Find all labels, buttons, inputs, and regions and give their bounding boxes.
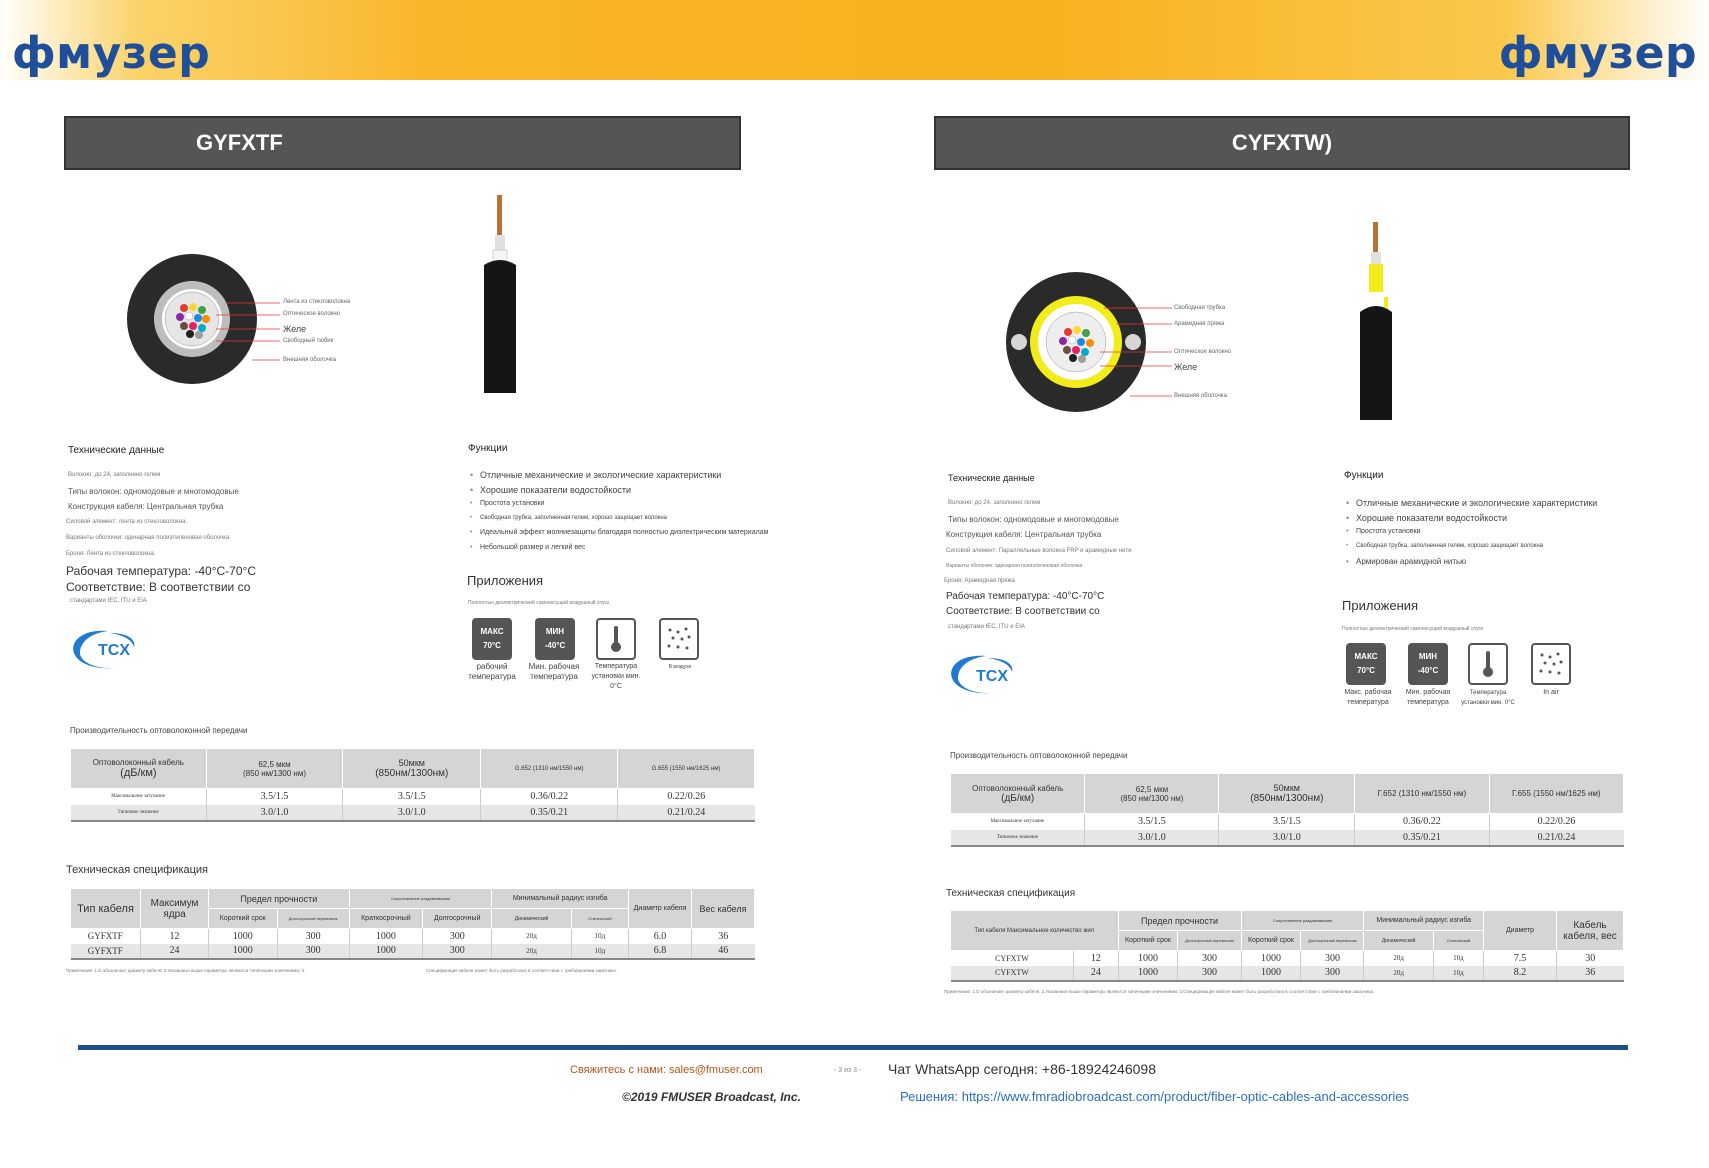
tech-line-left: стандартами IEC, ITU и EIA (70, 598, 147, 604)
app-label: В воздухе (668, 664, 692, 670)
table-row: Максимальное затухание 3.5/1.5 3.5/1.5 0.36/0.22 0.22/0.26 (71, 789, 755, 805)
spec-table-left: Тип кабеля Максимум ядра Предел прочности Сопротивление раздавливанию Минимальный радиус изгиба Диаметр кабеля Вес кабеля Короткий срок Долгосрочный перевозчик Краткосрочный Долгосрочный Динамический Статический GYFXTF 12 1000 300 1000 300 20д 10д 6.0 36 GYFXTF 24 1000 300 1000 300 20д 10д 6.8 46 (70, 888, 755, 960)
func-item: • Небольшой размер и легкий вес (470, 544, 768, 551)
func-list-left (470, 470, 768, 556)
callout-4-left: Свободный тюбик (283, 338, 334, 344)
table-row: CYFXTW 24 1000 300 1000 300 20д 10д 8.2 36 (951, 966, 1624, 981)
func-list-right (1346, 498, 1597, 571)
thermometer-icon (1468, 643, 1508, 685)
whatsapp-label: Чат WhatsApp сегодня: (888, 1061, 1039, 1077)
table-row: Типичное значение 3.0/1.0 3.0/1.0 0.35/0.21 0.21/0.24 (71, 805, 755, 821)
app-heading-left: Приложения (467, 573, 544, 588)
table-row: CYFXTW 12 1000 300 1000 300 20д 10д 7.5 30 (951, 951, 1624, 966)
tech-heading-left: Технические данные (68, 445, 165, 456)
callout-3-right: Оптическое волокно (1174, 349, 1232, 355)
app-heading-right: Приложения (1342, 598, 1419, 613)
app-sub-left: Полностью диэлектрический самонесущий воздушный спуск (468, 600, 610, 606)
tech-line-left: Броня: Лента из стекловолокна. (66, 551, 156, 557)
table-row: GYFXTF 24 1000 300 1000 300 20д 10д 6.8 46 (71, 944, 755, 959)
func-item: • Хорошие показатели водостойкости (470, 485, 768, 495)
tech-line-left: Соответствие: В соответствии со (66, 580, 251, 594)
spec-table-right: Тип кабеля Максимальное количество жил Предел прочности Сопротивление раздавливанию Минимальный радиус изгиба Диаметр Кабель кабеля, вес Короткий срок Долгосрочный перевозчик Короткий срок Долгосрочный перевозчик Динамический Статический CYFXTW 12 1000 300 1000 300 20д 10д 7.5 30 CYFXTW 24 1000 300 1000 300 20д 10д 8.2 36 (950, 910, 1624, 982)
tech-line-right: стандартами IEC, ITU и EIA (948, 624, 1025, 630)
tech-line-left: Варианты оболочки: одинарная полиэтиленовая оболочка (66, 535, 230, 541)
in-air-icon (659, 618, 699, 660)
brand-logo-right[interactable]: фмузер (1498, 28, 1697, 79)
spec-note-left-2: Спецификация кабеля может быть разработана в соответствии с требованиями заказчика. (426, 968, 618, 973)
footer-divider (78, 1045, 1628, 1050)
min-temp-icon: МИН -40°C (1408, 643, 1448, 685)
tcx-logo-text-left: TCX (98, 642, 130, 659)
tech-line-left: Конструкция кабеля: Центральная трубка (68, 502, 224, 511)
app-label: Температура установки мин. 0°C (591, 663, 641, 690)
app-label: Температура установки мин. 0°C (1461, 690, 1515, 706)
app-label: Мин. рабочая температура (528, 662, 580, 681)
whatsapp-number-link[interactable]: +86-18924246098 (1041, 1061, 1156, 1077)
table-row: Максимальное затухание 3.5/1.5 3.5/1.5 0.36/0.22 0.22/0.26 (951, 814, 1624, 830)
tech-line-left: Типы волокон: одномодовые и многомодовые (68, 487, 239, 496)
app-label: In air (1543, 689, 1559, 696)
callout-2-left: Оптическое волокно (283, 311, 341, 317)
callout-1-left: Лента из стекловолокна (283, 299, 351, 305)
solutions-line (900, 1089, 1409, 1104)
product-title-right: CYFXTW) (934, 116, 1630, 170)
tech-line-left: Волокно: до 24, заполнено гелем (68, 472, 161, 478)
copyright: ©2019 FMUSER Broadcast, Inc. (622, 1090, 801, 1104)
solutions-url-link[interactable]: https://www.fmradiobroadcast.com/product/fiber-optic-cables-and-accessories (961, 1089, 1409, 1104)
callout-3-left: Желе (283, 324, 307, 334)
table-row: GYFXTF 12 1000 300 1000 300 20д 10д 6.0 36 (71, 929, 755, 944)
spec-note-right: Примечание: 1.D обозначает диаметр кабеля; 2.Указанные выше параметры являются типичными значениями; 3.Спецификация кабеля может быть разработана в соответствии с требованиями заказчика. (944, 989, 1375, 994)
func-item: • Свободная трубка, заполненная гелем, хорошо защищает волокна (470, 515, 768, 521)
tech-line-right: Рабочая температура: -40°C-70°C (946, 591, 1105, 602)
callout-5-left: Внешняя оболочка (283, 357, 336, 363)
func-item: • Свободная трубка, заполненная гелем, хорошо защищает волокна (1346, 543, 1597, 549)
contact-email-link[interactable]: sales@fmuser.com (669, 1064, 763, 1076)
spec-note-left-1: Примечание: 1.D обозначает диаметр кабеля; 2.Указанные выше параметры являются типичными значениями; 3. (66, 968, 306, 973)
perf-heading-right: Производительность оптоволоконной передачи (950, 751, 1128, 760)
tech-line-right: Варианты оболочки: одинарная полиэтиленовая оболочка (946, 563, 1083, 569)
tech-line-right: Броня: Арамидная пряжа (944, 578, 1015, 584)
cable-cross-section-right (1000, 268, 1300, 418)
cable-photo-right (1356, 222, 1396, 422)
in-air-icon (1531, 643, 1571, 685)
max-temp-icon: МАКС 70°C (472, 618, 512, 660)
func-item: • Простота установки (470, 500, 768, 507)
thermometer-icon (596, 618, 636, 660)
callout-2-right: Арамидная пряжа (1174, 321, 1225, 327)
cable-photo-left (480, 195, 520, 395)
app-label: рабочий температура (468, 662, 516, 681)
func-heading-right: Функции (1344, 470, 1384, 481)
perf-heading-left: Производительность оптоволоконной передачи (70, 726, 248, 735)
func-item: • Отличные механические и экологические характеристики (470, 470, 768, 480)
brand-logo-left[interactable]: фмузер (12, 28, 211, 79)
func-item: • Идеальный эффект молниезащиты благодаря полностью диэлектрическим материалам (470, 529, 768, 536)
perf-table-right: Оптоволоконный кабель (дБ/км) 62,5 мкм (850 нм/1300 нм) 50мкм (850нм/1300нм) Г.652 (1310 нм/1550 нм) Г.655 (1550 нм/1625 нм) Максимальное затухание 3.5/1.5 3.5/1.5 0.36/0.22 0.22/0.26 Типичное значение 3.0/1.0 3.0/1.0 0.35/0.21 0.21/0.24 (950, 773, 1624, 847)
header-band (0, 0, 1709, 80)
tech-line-right: Силовой элемент: Параллельные волокна FRP и арамидные нити (946, 548, 1132, 554)
app-sub-right: Полностью диэлектрический самонесущий воздушный спуск (1342, 626, 1484, 632)
tech-line-right: Конструкция кабеля: Центральная трубка (946, 530, 1102, 539)
app-label: Макс. рабочая температура (1344, 689, 1392, 706)
app-label: Мин. рабочая температура (1405, 689, 1451, 706)
whatsapp-line (888, 1061, 1156, 1077)
contact-line (570, 1064, 763, 1076)
func-item: • Армирован арамидной нитью (1346, 557, 1597, 566)
callout-4-right: Желе (1174, 362, 1198, 372)
table-row: Типичное значение 3.0/1.0 3.0/1.0 0.35/0.21 0.21/0.24 (951, 830, 1624, 846)
max-temp-icon: МАКС 70°C (1346, 643, 1386, 685)
func-heading-left: Функции (468, 443, 508, 454)
min-temp-icon: МИН -40°C (535, 618, 575, 660)
contact-label: Свяжитесь с нами: (570, 1064, 666, 1076)
page-number: - 3 из 3 - (834, 1067, 862, 1074)
tech-line-left: Силовой элемент: лента из стекловолокна. (66, 519, 188, 525)
callout-1-right: Свободная трубка (1174, 305, 1226, 311)
tech-line-right: Волокно: до 24, заполнено гелем (948, 500, 1041, 506)
func-item: • Отличные механические и экологические характеристики (1346, 498, 1597, 508)
spec-heading-left: Техническая спецификация (66, 864, 209, 876)
tech-line-left: Рабочая температура: -40°C-70°C (66, 564, 256, 578)
cable-cross-section-left (120, 245, 400, 395)
tcx-logo-text-right: TCX (976, 668, 1008, 685)
spec-heading-right: Техническая спецификация (946, 888, 1076, 899)
callout-5-right: Внешняя оболочка (1174, 393, 1227, 399)
perf-table-left: Оптоволоконный кабель (дБ/км) 62,5 мкм (850 нм/1300 нм) 50мкм (850нм/1300нм) G.652 (1310 нм/1550 нм) G.655 (1550 нм/1625 нм) Максимальное затухание 3.5/1.5 3.5/1.5 0.36/0.22 0.22/0.26 Типичное значение 3.0/1.0 3.0/1.0 0.35/0.21 0.21/0.24 (70, 748, 755, 822)
tech-heading-right: Технические данные (948, 473, 1035, 483)
solutions-label: Решения: (900, 1089, 959, 1104)
product-title-left: GYFXTF (64, 116, 741, 170)
tech-line-right: Соответствие: В соответствии со (946, 606, 1100, 617)
func-item: • Хорошие показатели водостойкости (1346, 513, 1597, 523)
tech-line-right: Типы волокон: одномодовые и многомодовые (948, 515, 1119, 524)
func-item: • Простота установки (1346, 528, 1597, 535)
